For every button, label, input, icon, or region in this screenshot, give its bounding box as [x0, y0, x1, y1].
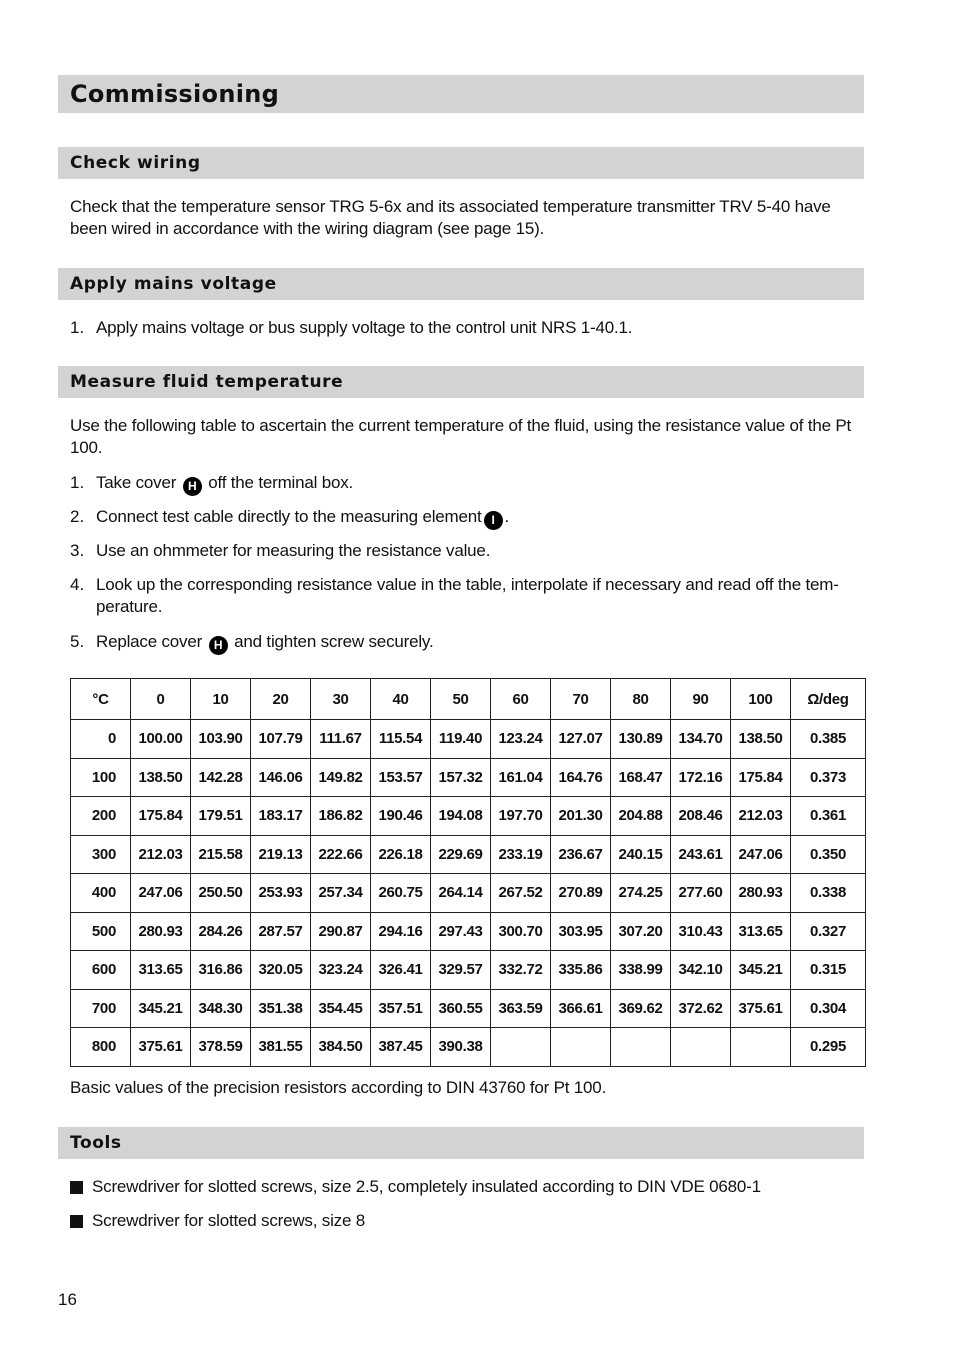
table-cell: 127.07: [551, 720, 611, 759]
page-title: Commissioning: [58, 75, 864, 113]
table-cell: [491, 1028, 551, 1067]
table-header-cell: 40: [371, 679, 431, 720]
table-cell: 103.90: [191, 720, 251, 759]
table-cell: 375.61: [131, 1028, 191, 1067]
table-cell: 247.06: [131, 874, 191, 913]
step-number: 1.: [70, 318, 85, 337]
table-cell: 253.93: [251, 874, 311, 913]
table-row-label: 200: [71, 797, 131, 836]
bullet-square-icon: [70, 1215, 83, 1228]
table-cell: 212.03: [131, 835, 191, 874]
mains-step-1: [70, 317, 864, 339]
table-cell: 215.58: [191, 835, 251, 874]
table-cell: 294.16: [371, 912, 431, 951]
table-cell: 0.295: [791, 1028, 866, 1067]
step-text-a: Replace cover: [96, 632, 203, 651]
measure-step-1: [70, 472, 864, 496]
table-cell: 354.45: [311, 989, 371, 1028]
table-cell: 153.57: [371, 758, 431, 797]
table-cell: 360.55: [431, 989, 491, 1028]
table-row-label: 400: [71, 874, 131, 913]
table-cell: 179.51: [191, 797, 251, 836]
table-cell: 280.93: [131, 912, 191, 951]
table-cell: 240.15: [611, 835, 671, 874]
step-text: Look up the corresponding resistance value in the table, interpolate if necessary and read off the temperature.: [96, 575, 839, 616]
table-cell: 236.67: [551, 835, 611, 874]
table-cell: 372.62: [671, 989, 731, 1028]
table-row: [71, 758, 866, 797]
table-header-cell: 10: [191, 679, 251, 720]
table-cell: 260.75: [371, 874, 431, 913]
table-row-label: 100: [71, 758, 131, 797]
table-cell: 378.59: [191, 1028, 251, 1067]
step-text: [96, 506, 864, 530]
step-text: [96, 631, 864, 655]
table-cell: 390.38: [431, 1028, 491, 1067]
marker-h-icon: H: [209, 636, 228, 655]
table-cell: 229.69: [431, 835, 491, 874]
step-number: 5.: [70, 632, 85, 651]
step-number: 2.: [70, 507, 85, 526]
table-row-label: 800: [71, 1028, 131, 1067]
table-cell: [671, 1028, 731, 1067]
table-cell: 175.84: [131, 797, 191, 836]
table-header-cell: 100: [731, 679, 791, 720]
heading-apply-mains-voltage: Apply mains voltage: [58, 268, 864, 300]
step-text-b: .: [504, 507, 510, 526]
table-cell: 287.57: [251, 912, 311, 951]
table-cell: 290.87: [311, 912, 371, 951]
table-header-cell: 80: [611, 679, 671, 720]
table-cell: 233.19: [491, 835, 551, 874]
step-text-a: Take cover: [96, 473, 177, 492]
table-cell: 201.30: [551, 797, 611, 836]
table-cell: 267.52: [491, 874, 551, 913]
table-cell: 316.86: [191, 951, 251, 990]
table-cell: 284.26: [191, 912, 251, 951]
table-row: [71, 1028, 866, 1067]
table-cell: 247.06: [731, 835, 791, 874]
table-cell: 335.86: [551, 951, 611, 990]
table-cell: 357.51: [371, 989, 431, 1028]
table-cell: 194.08: [431, 797, 491, 836]
table-cell: 320.05: [251, 951, 311, 990]
table-row-label: 700: [71, 989, 131, 1028]
table-cell: [731, 1028, 791, 1067]
table-row: [71, 912, 866, 951]
table-cell: 369.62: [611, 989, 671, 1028]
table-cell: 142.28: [191, 758, 251, 797]
table-row: [71, 874, 866, 913]
table-cell: 0.385: [791, 720, 866, 759]
table-body: [71, 679, 866, 1067]
marker-i-icon: I: [484, 511, 503, 530]
heading-tools: Tools: [58, 1127, 864, 1159]
step-text-b: and tighten screw securely.: [234, 632, 434, 651]
step-number: 1.: [70, 473, 85, 492]
measure-step-3: [70, 540, 864, 562]
table-cell: 197.70: [491, 797, 551, 836]
table-cell: 161.04: [491, 758, 551, 797]
table-cell: 348.30: [191, 989, 251, 1028]
table-row-label: 300: [71, 835, 131, 874]
table-cell: 0.338: [791, 874, 866, 913]
table-cell: 326.41: [371, 951, 431, 990]
check-wiring-text: Check that the temperature sensor TRG 5-6x and its associated temperature transmitter TRV 5-40 have been wired in accordance with the wiring diagram (see page 15).: [70, 197, 831, 238]
table-cell: 332.72: [491, 951, 551, 990]
step-text: [96, 472, 864, 496]
step-text-b: off the terminal box.: [208, 473, 354, 492]
table-cell: 138.50: [131, 758, 191, 797]
resistance-table: [70, 678, 866, 1067]
table-cell: 300.70: [491, 912, 551, 951]
marker-h-icon: H: [183, 477, 202, 496]
step-text-a: Connect test cable directly to the measuring element: [96, 507, 482, 526]
table-row-label: 500: [71, 912, 131, 951]
table-row: [71, 951, 866, 990]
table-cell: 387.45: [371, 1028, 431, 1067]
table-cell: 138.50: [731, 720, 791, 759]
table-caption: Basic values of the precision resistors according to DIN 43760 for Pt 100.: [70, 1078, 607, 1097]
table-header-cell: Ω/deg: [791, 679, 866, 720]
table-cell: 0.361: [791, 797, 866, 836]
tool-item-text: Screwdriver for slotted screws, size 8: [92, 1211, 365, 1230]
table-cell: 130.89: [611, 720, 671, 759]
table-cell: 222.66: [311, 835, 371, 874]
table-row: [71, 797, 866, 836]
table-cell: 226.18: [371, 835, 431, 874]
table-header-cell: 90: [671, 679, 731, 720]
table-header-cell: 0: [131, 679, 191, 720]
table-header-cell: 30: [311, 679, 371, 720]
table-cell: 134.70: [671, 720, 731, 759]
step-text: Use an ohmmeter for measuring the resistance value.: [96, 541, 491, 560]
table-cell: 168.47: [611, 758, 671, 797]
table-cell: 119.40: [431, 720, 491, 759]
table-header-cell: 20: [251, 679, 311, 720]
table-cell: 270.89: [551, 874, 611, 913]
table-cell: 186.82: [311, 797, 371, 836]
table-cell: 280.93: [731, 874, 791, 913]
table-cell: 342.10: [671, 951, 731, 990]
table-cell: 0.304: [791, 989, 866, 1028]
table-cell: 381.55: [251, 1028, 311, 1067]
tool-item-text: Screwdriver for slotted screws, size 2.5, completely insulated according to DIN VDE 0680-1: [92, 1177, 761, 1196]
table-cell: 264.14: [431, 874, 491, 913]
step-number: 3.: [70, 541, 85, 560]
table-cell: [611, 1028, 671, 1067]
table-cell: 351.38: [251, 989, 311, 1028]
tool-item: [70, 1176, 864, 1198]
table-cell: 274.25: [611, 874, 671, 913]
table-cell: 363.59: [491, 989, 551, 1028]
table-header-cell: 70: [551, 679, 611, 720]
table-row: [71, 989, 866, 1028]
table-header-cell: °C: [71, 679, 131, 720]
measure-intro: Use the following table to ascertain the current temperature of the fluid, using the resistance value of the Pt 100.: [70, 416, 852, 457]
table-cell: 175.84: [731, 758, 791, 797]
table-cell: 338.99: [611, 951, 671, 990]
table-cell: 243.61: [671, 835, 731, 874]
heading-measure-fluid-temperature: Measure fluid temperature: [58, 366, 864, 398]
table-cell: 146.06: [251, 758, 311, 797]
table-cell: 212.03: [731, 797, 791, 836]
heading-check-wiring: Check wiring: [58, 147, 864, 179]
table-cell: 384.50: [311, 1028, 371, 1067]
table-header-cell: 50: [431, 679, 491, 720]
table-cell: 366.61: [551, 989, 611, 1028]
table-cell: 345.21: [131, 989, 191, 1028]
table-cell: 111.67: [311, 720, 371, 759]
table-cell: 303.95: [551, 912, 611, 951]
table-header-cell: 60: [491, 679, 551, 720]
table-cell: 157.32: [431, 758, 491, 797]
table-cell: 123.24: [491, 720, 551, 759]
table-cell: 297.43: [431, 912, 491, 951]
table-cell: 313.65: [731, 912, 791, 951]
table-cell: 310.43: [671, 912, 731, 951]
table-cell: 0.327: [791, 912, 866, 951]
measure-step-2: [70, 506, 864, 530]
table-cell: 183.17: [251, 797, 311, 836]
page-number: 16: [58, 1290, 77, 1309]
table-cell: [551, 1028, 611, 1067]
step-number: 4.: [70, 575, 85, 594]
tool-item: [70, 1210, 864, 1232]
table-cell: 277.60: [671, 874, 731, 913]
bullet-square-icon: [70, 1181, 83, 1194]
table-cell: 307.20: [611, 912, 671, 951]
table-cell: 250.50: [191, 874, 251, 913]
table-cell: 0.350: [791, 835, 866, 874]
table-row-label: 0: [71, 720, 131, 759]
table-cell: 190.46: [371, 797, 431, 836]
table-cell: 204.88: [611, 797, 671, 836]
table-cell: 149.82: [311, 758, 371, 797]
table-cell: 172.16: [671, 758, 731, 797]
table-cell: 323.24: [311, 951, 371, 990]
measure-step-4: [70, 574, 864, 618]
measure-step-5: [70, 631, 864, 655]
table-cell: 329.57: [431, 951, 491, 990]
table-cell: 107.79: [251, 720, 311, 759]
table-cell: 219.13: [251, 835, 311, 874]
table-row: [71, 720, 866, 759]
table-cell: 345.21: [731, 951, 791, 990]
table-row-label: 600: [71, 951, 131, 990]
table-cell: 313.65: [131, 951, 191, 990]
table-cell: 100.00: [131, 720, 191, 759]
table-cell: 164.76: [551, 758, 611, 797]
step-text: Apply mains voltage or bus supply voltage to the control unit NRS 1-40.1.: [96, 318, 633, 337]
table-cell: 0.373: [791, 758, 866, 797]
table-header-row: [71, 679, 866, 720]
table-cell: 257.34: [311, 874, 371, 913]
table-cell: 208.46: [671, 797, 731, 836]
table-cell: 0.315: [791, 951, 866, 990]
table-cell: 115.54: [371, 720, 431, 759]
table-row: [71, 835, 866, 874]
table-cell: 375.61: [731, 989, 791, 1028]
